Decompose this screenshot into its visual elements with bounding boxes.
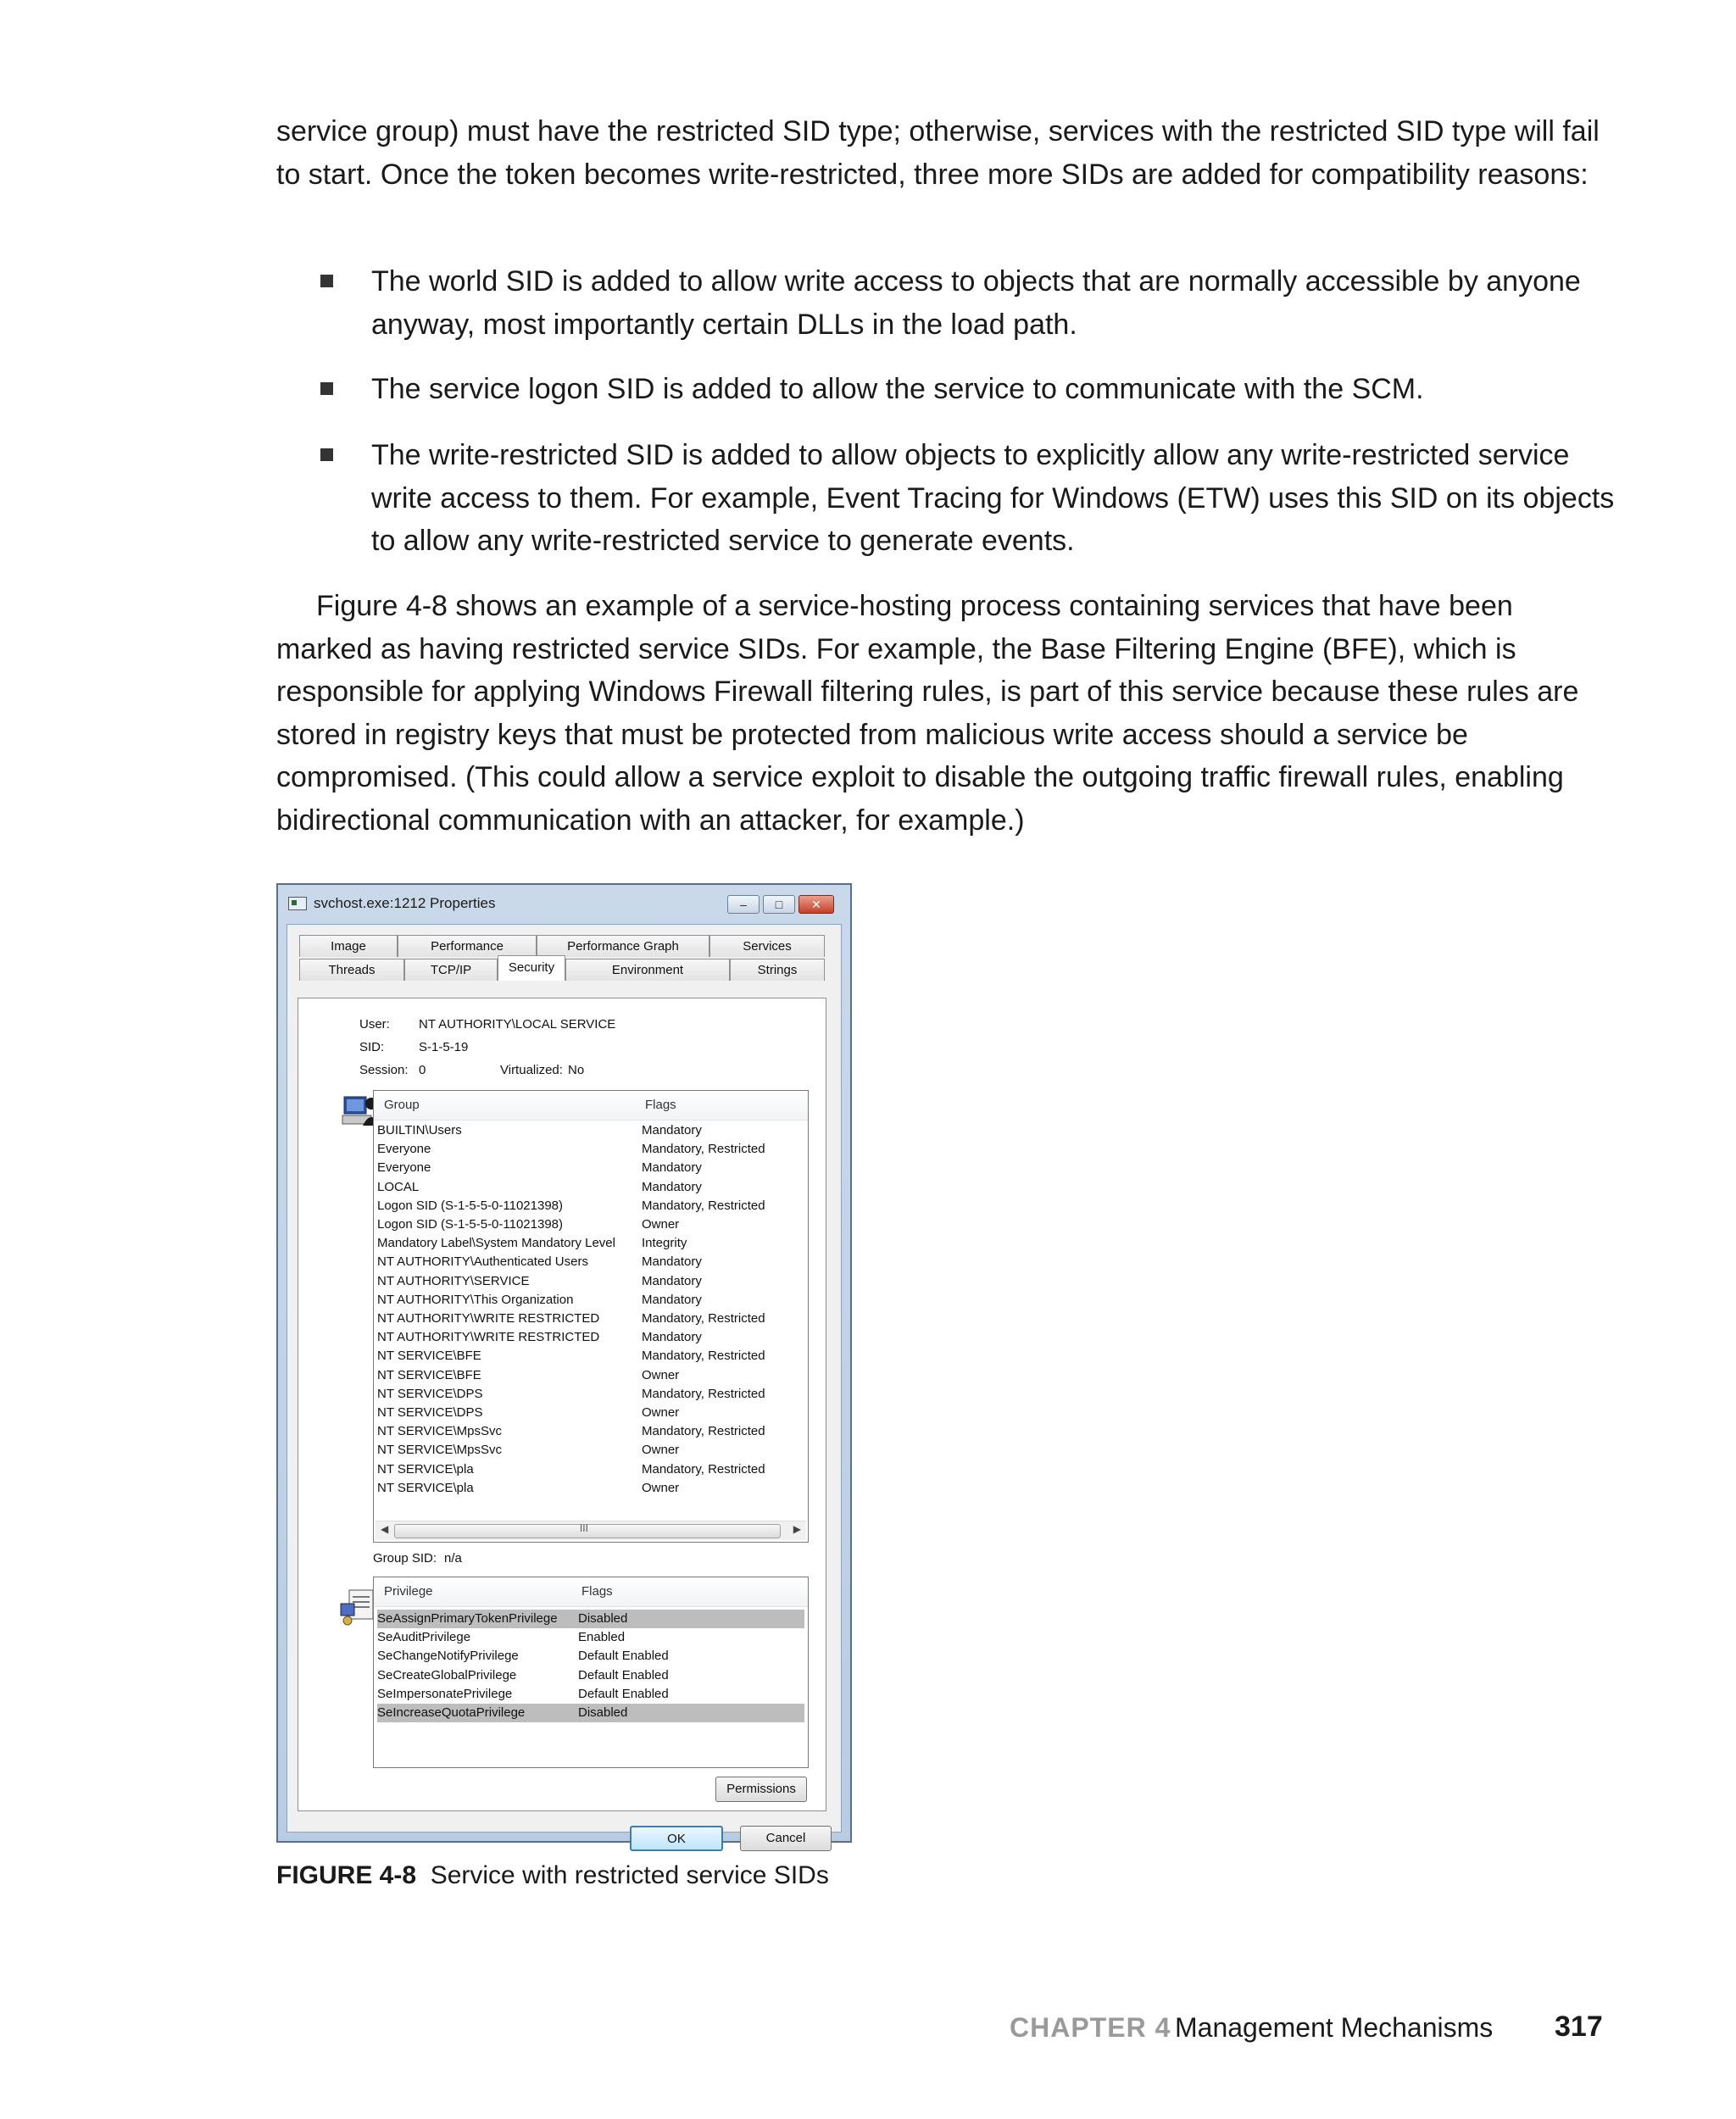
privilege-flags-cell: Default Enabled <box>578 1686 669 1701</box>
window-app-icon <box>288 897 307 910</box>
session-label: Session: <box>359 1063 409 1077</box>
tab-performance-graph[interactable]: Performance Graph <box>537 935 709 957</box>
group-name-cell: NT SERVICE\BFE <box>377 1349 481 1364</box>
group-row[interactable] <box>377 1121 804 1140</box>
sid-label: SID: <box>359 1040 385 1054</box>
privilege-row[interactable] <box>377 1685 804 1704</box>
permissions-button[interactable]: Permissions <box>715 1777 807 1802</box>
group-row[interactable] <box>377 1404 804 1422</box>
properties-window <box>276 883 852 1846</box>
session-value: 0 <box>419 1063 426 1077</box>
column-header-privilege-flags[interactable]: Flags <box>581 1584 613 1599</box>
tab-threads[interactable]: Threads <box>299 959 404 981</box>
group-row[interactable] <box>377 1197 804 1215</box>
group-row[interactable] <box>377 1234 804 1253</box>
bullet-item <box>276 260 1616 346</box>
group-row[interactable] <box>377 1215 804 1234</box>
group-name-cell: NT SERVICE\MpsSvc <box>377 1424 502 1439</box>
group-flags-cell: Mandatory <box>642 1179 702 1194</box>
sid-value: S-1-5-19 <box>419 1040 469 1054</box>
group-row[interactable] <box>377 1479 804 1498</box>
footer-chapter: CHAPTER 4 <box>1010 2012 1171 2043</box>
group-flags-cell: Mandatory, Restricted <box>642 1142 765 1157</box>
figure-caption-text: Service with restricted service SIDs <box>430 1861 829 1889</box>
minimize-button[interactable]: – <box>727 895 760 914</box>
scroll-left-arrow-icon[interactable]: ◀ <box>381 1523 389 1535</box>
tab-row-bottom <box>299 959 825 981</box>
group-flags-cell: Owner <box>642 1443 680 1458</box>
privileges-list[interactable] <box>373 1577 809 1768</box>
paragraph-figure-description: Figure 4-8 shows an example of a service-hosting process containing services that have been marked as having restricted service SIDs. For example, the Base Filtering Engine (BFE), which is responsible for applying Windows Firewall filtering rules, is part of this service because these rules are stored in registry keys that must be protected from malicious write access should a service be compromised. (This could allow a service exploit to disable the outgoing traffic firewall rules, enabling bidirectional communication with an attacker, for example.) <box>276 590 1579 837</box>
group-flags-cell: Mandatory <box>642 1330 702 1345</box>
privilege-row[interactable] <box>377 1610 804 1628</box>
close-button[interactable]: ✕ <box>798 895 834 914</box>
group-name-cell: NT AUTHORITY\WRITE RESTRICTED <box>377 1330 600 1345</box>
group-flags-cell: Owner <box>642 1367 680 1382</box>
group-row[interactable] <box>377 1291 804 1310</box>
bullet-text: The service logon SID is added to allow the service to communicate with the SCM. <box>371 373 1424 405</box>
group-flags-cell: Mandatory, Restricted <box>642 1198 765 1213</box>
group-flags-cell: Mandatory, Restricted <box>642 1386 765 1401</box>
security-panel <box>298 998 826 1811</box>
cancel-button[interactable]: Cancel <box>740 1826 832 1851</box>
privilege-flags-cell: Default Enabled <box>578 1667 669 1682</box>
group-name-cell: NT AUTHORITY\WRITE RESTRICTED <box>377 1311 600 1326</box>
group-row[interactable] <box>377 1140 804 1159</box>
figure-label: FIGURE 4-8 <box>276 1861 417 1889</box>
group-flags-cell: Mandatory <box>642 1160 702 1176</box>
bullet-item <box>276 368 1616 411</box>
bullet-item <box>276 434 1616 563</box>
scroll-right-arrow-icon[interactable]: ▶ <box>793 1523 801 1535</box>
group-name-cell: NT SERVICE\DPS <box>377 1405 483 1420</box>
group-flags-cell: Owner <box>642 1480 680 1495</box>
title-bar[interactable] <box>278 885 850 922</box>
figure-caption <box>276 1861 829 1890</box>
group-flags-cell: Mandatory <box>642 1123 702 1137</box>
groups-list-header <box>374 1091 808 1121</box>
virtualized-value: No <box>568 1063 585 1077</box>
page-number: 317 <box>1555 2011 1603 2043</box>
privilege-row[interactable] <box>377 1647 804 1666</box>
group-row[interactable] <box>377 1460 804 1479</box>
tab-security[interactable]: Security <box>498 955 565 981</box>
group-flags-cell: Mandatory <box>642 1273 702 1288</box>
tab-environment[interactable]: Environment <box>565 959 730 981</box>
groups-list[interactable] <box>373 1090 809 1543</box>
privilege-name-cell: SeIncreaseQuotaPrivilege <box>377 1705 526 1720</box>
privilege-name-cell: SeCreateGlobalPrivilege <box>377 1667 517 1682</box>
group-name-cell: BUILTIN\Users <box>377 1123 462 1137</box>
tab-strings[interactable]: Strings <box>730 959 825 981</box>
group-name-cell: NT SERVICE\BFE <box>377 1367 481 1382</box>
group-name-cell: NT AUTHORITY\Authenticated Users <box>377 1254 588 1270</box>
group-flags-cell: Mandatory, Restricted <box>642 1349 765 1364</box>
group-row[interactable] <box>377 1272 804 1291</box>
bullet-square-icon <box>320 448 333 461</box>
group-row[interactable] <box>377 1347 804 1365</box>
tab-tcpip[interactable]: TCP/IP <box>404 959 498 981</box>
group-flags-cell: Mandatory, Restricted <box>642 1461 765 1477</box>
column-header-privilege[interactable]: Privilege <box>384 1584 433 1599</box>
group-name-cell: NT SERVICE\pla <box>377 1461 474 1477</box>
group-name-cell: NT SERVICE\DPS <box>377 1386 483 1401</box>
group-flags-cell: Owner <box>642 1405 680 1420</box>
privilege-name-cell: SeAssignPrimaryTokenPrivilege <box>377 1611 558 1626</box>
group-row[interactable] <box>377 1328 804 1347</box>
group-name-cell: NT AUTHORITY\This Organization <box>377 1292 574 1307</box>
user-value: NT AUTHORITY\LOCAL SERVICE <box>419 1017 616 1032</box>
group-row[interactable] <box>377 1159 804 1177</box>
window-title: svchost.exe:1212 Properties <box>314 895 496 911</box>
group-name-cell: LOCAL <box>377 1179 420 1194</box>
group-row[interactable] <box>377 1441 804 1460</box>
group-row[interactable] <box>377 1178 804 1197</box>
tab-row-top <box>299 935 825 957</box>
tab-performance[interactable]: Performance <box>398 935 537 957</box>
privilege-row[interactable] <box>377 1704 804 1722</box>
group-name-cell: NT AUTHORITY\SERVICE <box>377 1273 530 1288</box>
column-header-group[interactable]: Group <box>384 1098 420 1112</box>
group-sid-label: Group SID: <box>373 1551 437 1566</box>
group-name-cell: Everyone <box>377 1142 431 1157</box>
bullet-square-icon <box>320 275 333 287</box>
column-header-flags[interactable]: Flags <box>645 1098 676 1112</box>
ok-button[interactable]: OK <box>630 1826 723 1851</box>
tab-services[interactable]: Services <box>709 935 825 957</box>
paragraph-intro: service group) must have the restricted SID type; otherwise, services with the restricted SID type will fail to start. Once the token becomes write-restricted, three more SIDs are added for compatibility reasons: <box>276 115 1600 191</box>
group-flags-cell: Owner <box>642 1217 680 1232</box>
group-sid-value: n/a <box>444 1551 462 1566</box>
privilege-flags-cell: Disabled <box>578 1611 628 1626</box>
group-name-cell: NT SERVICE\pla <box>377 1480 474 1495</box>
privilege-flags-cell: Default Enabled <box>578 1649 669 1664</box>
group-flags-cell: Mandatory, Restricted <box>642 1311 765 1326</box>
bullet-text: The write-restricted SID is added to allow objects to explicitly allow any write-restricted service write access to them. For example, Event Tracing for Windows (ETW) uses this SID on its objects to allow any write-restricted service to generate events. <box>371 439 1615 557</box>
group-name-cell: Logon SID (S-1-5-5-0-11021398) <box>377 1217 564 1232</box>
group-flags-cell: Integrity <box>642 1236 687 1251</box>
privilege-flags-cell: Disabled <box>578 1705 628 1720</box>
tab-image[interactable]: Image <box>299 935 398 957</box>
group-row[interactable] <box>377 1253 804 1271</box>
horizontal-scrollbar[interactable] <box>376 1521 806 1540</box>
footer-chapter-title: Management Mechanisms <box>1175 2012 1494 2043</box>
privilege-name-cell: SeAuditPrivilege <box>377 1630 471 1645</box>
maximize-button[interactable]: □ <box>763 895 795 914</box>
group-flags-cell: Mandatory <box>642 1292 702 1307</box>
privilege-name-cell: SeChangeNotifyPrivilege <box>377 1649 519 1664</box>
bullet-text: The world SID is added to allow write access to objects that are normally accessible by anyone anyway, most importantly certain DLLs in the load path. <box>371 265 1581 341</box>
bullet-square-icon <box>320 382 333 395</box>
group-name-cell: NT SERVICE\MpsSvc <box>377 1443 502 1458</box>
group-name-cell: Mandatory Label\System Mandatory Level <box>377 1236 615 1251</box>
group-flags-cell: Mandatory <box>642 1254 702 1270</box>
dialog-client-area <box>287 924 842 1846</box>
privilege-flags-cell: Enabled <box>578 1630 626 1645</box>
group-name-cell: Logon SID (S-1-5-5-0-11021398) <box>377 1198 564 1213</box>
user-label: User: <box>359 1017 390 1032</box>
group-flags-cell: Mandatory, Restricted <box>642 1424 765 1439</box>
scrollbar-grip: III <box>579 1522 588 1534</box>
privilege-row[interactable] <box>377 1666 804 1685</box>
group-row[interactable] <box>377 1310 804 1328</box>
scrollbar-thumb[interactable] <box>394 1524 781 1538</box>
group-row[interactable] <box>377 1385 804 1404</box>
group-row[interactable] <box>377 1366 804 1385</box>
privilege-name-cell: SeImpersonatePrivilege <box>377 1686 513 1701</box>
privilege-row[interactable] <box>377 1628 804 1647</box>
privileges-list-header <box>374 1577 808 1607</box>
privileges-certificate-icon <box>339 1588 376 1626</box>
virtualized-label: Virtualized: <box>500 1063 563 1077</box>
group-name-cell: Everyone <box>377 1160 431 1176</box>
group-row[interactable] <box>377 1422 804 1441</box>
